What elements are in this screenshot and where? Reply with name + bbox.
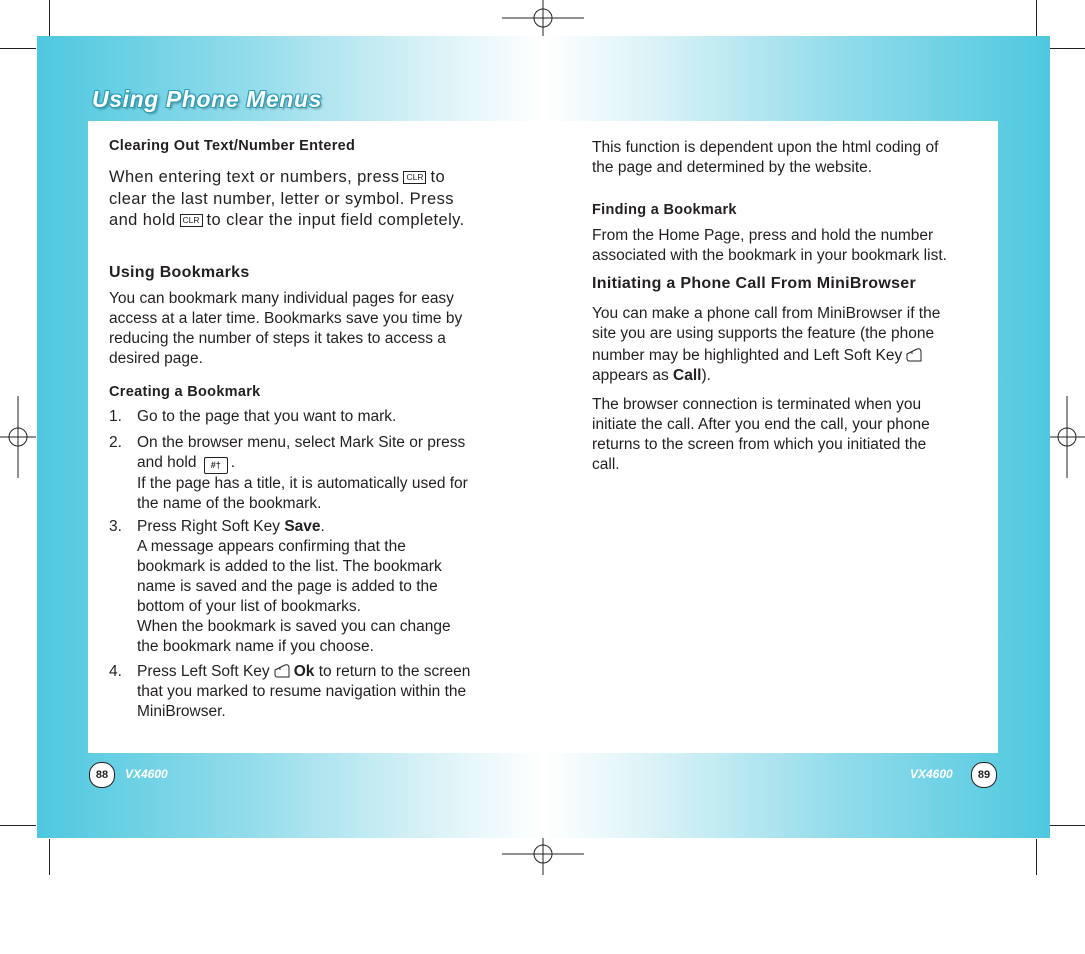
text: Press Left Soft Key — [137, 663, 270, 680]
registration-mark-top — [502, 0, 584, 40]
text: returns to the screen from which you initiated the — [592, 436, 927, 453]
text: When entering text or numbers, press — [109, 168, 400, 186]
registration-mark-left — [0, 396, 36, 478]
text: reducing the number of steps it takes to access a — [109, 330, 446, 347]
crop-mark — [49, 0, 50, 36]
text: You can make a phone call from MiniBrowser if the — [592, 305, 941, 322]
crop-mark — [1050, 825, 1085, 826]
text: that you marked to resume navigation within the — [137, 683, 467, 700]
call-paragraph — [592, 304, 940, 386]
text: the name of the bookmark. — [137, 495, 322, 512]
call-heading: Initiating a Phone Call From MiniBrowser — [592, 275, 917, 292]
crop-mark — [0, 825, 36, 826]
page-number-left: 88 — [89, 762, 115, 788]
page-number-right: 89 — [971, 762, 997, 788]
text: If the page has a title, it is automatically used for — [137, 475, 468, 492]
save-label: Save — [284, 518, 321, 535]
crop-mark — [1036, 0, 1037, 36]
text: The browser connection is terminated when you — [592, 396, 922, 413]
text: This function is dependent upon the html coding of — [592, 139, 939, 156]
step-4 — [137, 662, 470, 722]
registration-mark-right — [1049, 396, 1085, 478]
text: and hold — [109, 211, 176, 229]
text: Press Right Soft Key — [137, 518, 281, 535]
text: clear the last number, letter or symbol. Press — [109, 189, 454, 208]
finding-heading: Finding a Bookmark — [592, 202, 737, 218]
text: access at a later time. Bookmarks save you time by — [109, 310, 463, 327]
terminated-paragraph — [592, 395, 930, 475]
text: site you are using supports the feature (the phone — [592, 325, 935, 342]
text: and hold — [137, 454, 197, 471]
crop-mark — [1036, 839, 1037, 875]
creating-heading: Creating a Bookmark — [109, 384, 261, 400]
text: number may be highlighted and Left Soft Key — [592, 347, 903, 364]
text: call. — [592, 456, 620, 473]
crop-mark — [0, 48, 36, 49]
text: to clear the input field completely. — [206, 211, 465, 229]
step-number: 3. — [109, 518, 122, 535]
left-soft-key-icon — [905, 347, 923, 363]
model-name-right: VX4600 — [910, 767, 953, 781]
page-title: Using Phone Menus — [92, 86, 322, 112]
text: the bookmark name if you choose. — [137, 638, 374, 655]
step-3: Press Right Soft Key Save. A message appears confirming that the bookmark is added to the list. The bookmark name is saved and the page is added to the bottom of your list of bookmarks. When the bookmark is saved you can change the bookmark name if you choose. — [137, 518, 451, 655]
text: bottom of your list of bookmarks. — [137, 598, 361, 615]
clearing-heading: Clearing Out Text/Number Entered — [109, 138, 356, 154]
model-name-left: VX4600 — [125, 767, 168, 781]
text: initiate the call. After you end the call, your phone — [592, 416, 930, 433]
step-1 — [137, 407, 396, 427]
left-soft-key-icon — [273, 663, 291, 679]
hash-key-icon: #† — [204, 457, 228, 474]
ok-label: Ok — [293, 663, 315, 680]
text: appears as — [592, 367, 669, 384]
text: You can bookmark many individual pages for easy — [109, 290, 454, 307]
clearing-paragraph — [109, 167, 465, 232]
text: MiniBrowser. — [137, 703, 226, 720]
registration-mark-bottom — [502, 833, 584, 875]
clr-key-icon: CLR — [180, 214, 203, 227]
crop-mark — [49, 839, 50, 875]
text: Go to the page that you want to mark. — [137, 408, 397, 425]
step-number: 2. — [109, 434, 122, 451]
text: A message appears confirming that the — [137, 538, 406, 555]
crop-mark — [1050, 48, 1085, 49]
text: ). — [701, 367, 711, 384]
text: associated with the bookmark in your bookmark list. — [592, 247, 947, 264]
text: to — [430, 168, 446, 186]
text: From the Home Page, press and hold the number — [592, 227, 934, 244]
text: name is saved and the page is added to the — [137, 578, 438, 595]
step-number: 1. — [109, 408, 122, 425]
bookmarks-heading: Using Bookmarks — [109, 264, 250, 281]
text: desired page. — [109, 350, 203, 367]
step-number: 4. — [109, 663, 122, 680]
text: the page and determined by the website. — [592, 159, 873, 176]
text: On the browser menu, select Mark Site or press — [137, 434, 466, 451]
text: When the bookmark is saved you can change — [137, 618, 451, 635]
clr-key-icon: CLR — [403, 171, 426, 184]
text: to return to the screen — [318, 663, 471, 680]
text: bookmark is added to the list. The bookmark — [137, 558, 442, 575]
bookmarks-paragraph — [109, 289, 462, 369]
step-2: On the browser menu, select Mark Site or press and hold #† . If the page has a title, it is automatically used for the name of the bookmark. — [137, 434, 468, 512]
call-label: Call — [673, 367, 702, 384]
finding-paragraph — [592, 226, 947, 266]
intro-paragraph — [592, 138, 938, 178]
